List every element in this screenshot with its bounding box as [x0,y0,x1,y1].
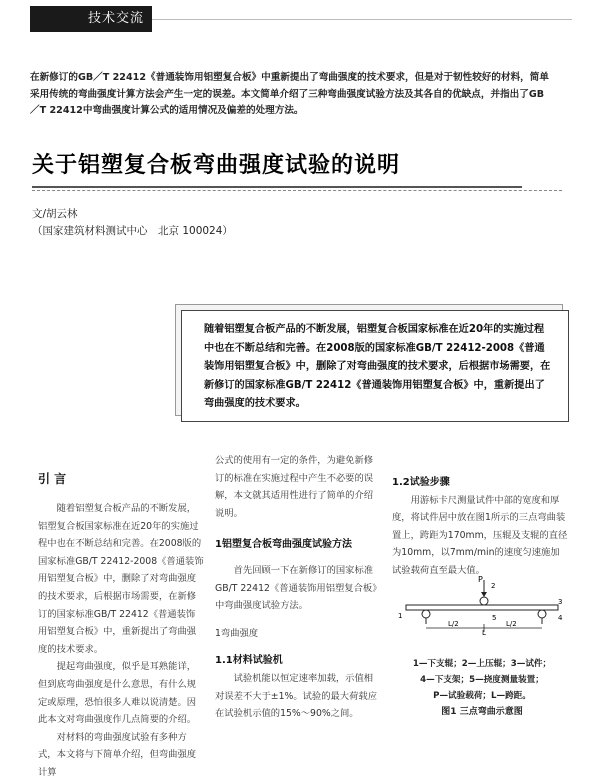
label-1: 1 [398,612,403,620]
abstract: 在新修订的GB／T 22412《普通装饰用铝塑复合板》中重新提出了弯曲强度的技术要求，但是对于韧性较好的材料，简单采用传统的弯曲强度计算方法会产生一定的误差。本文简单介绍了三种弯曲强度试验方法及其各自的优缺点，并指出了GB／T 22412中弯曲强度计算公式的适用情况及偏差的处理方法。 [30,72,549,116]
col2-paragraph-2: 首先回顾一下在新修订的国家标准GB/T 22412《普通装饰用铝塑复合板》中弯曲强度试验方法。 [215,564,377,612]
column-2 [215,452,381,723]
title-rule [32,186,522,188]
column-3 [392,474,568,580]
section-tag: 技术交流 [30,6,152,32]
label-2: 2 [491,582,496,590]
three-point-bending-diagram [396,574,568,636]
caption-line-3: P—试验载荷；L—跨距。 [433,691,531,701]
dim-span: L [482,629,486,636]
col3-paragraph-1: 用游标卡尺测量试件中部的宽度和厚度，将试件居中放在图1所示的三点弯曲装置上，跨距为170mm，压辊及支辊的直径为10mm，以7mm/min的速度匀速施加试验载荷直至最大值。 [392,494,568,576]
title-rule-dashed [32,190,562,192]
specimen [406,605,558,610]
article-title: 关于铝塑复合板弯曲强度试验的说明 [32,153,401,178]
column-1 [38,500,204,782]
load-arrow-head [481,592,487,597]
section-heading-1: 1铝塑复合板弯曲强度试验方法 [215,539,352,551]
upper-roller [480,597,488,605]
intro-box-text: 随着铝塑复合板产品的不断发展，铝塑复合板国家标准在近20年的实施过程中也在不断总结和完善。在2008版的国家标准GB/T 22412-2008《普通装饰用铝塑复合板》中，删除了对弯曲强度的技术要求，后根据市场需要，在新修订的国家标准GB/T 22412《普通装饰用铝塑复合板》中，重新提出了弯曲强度的技术要求。 [204,324,551,410]
subheading-testing-machine: 1.1材料试验机 [215,655,283,667]
affiliation: （国家建筑材料测试中心 北京 100024） [32,225,233,237]
header-rule [152,19,572,20]
col2-paragraph-1: 公式的使用有一定的条件，为避免新修订的标准在实施过程中产生不必要的误解，本文就其适用性进行了简单的介绍说明。 [215,455,374,519]
col2-paragraph-3: 试验机能以恒定速率加载，示值相对误差不大于±1%。试验的最大荷载应在试验机示值的15%～90%之间。 [215,672,377,720]
col1-paragraph-1: 随着铝塑复合板产品的不断发展，铝塑复合板国家标准在近20年的实施过程中也在不断总结和完善。在2008版的国家标准GB/T 22412-2008《普通装饰用铝塑复合板》中，删除了对弯曲强度的技术要求，后根据市场需要，在新修订的国家标准GB/T 22412《普通装饰用铝塑复合板》中，重新提出了弯曲强度的技术要求。 [38,503,204,655]
dim-half-left: L/2 [448,620,459,628]
col1-paragraph-2: 提起弯曲强度，似乎是耳熟能详，但到底弯曲强度是什么意思，有什么规定或原理，恐怕很多人难以说清楚。因此本文对弯曲强度作几点简要的介绍。 [38,661,197,726]
figure-caption [396,656,568,720]
intro-box [181,310,569,422]
figure-title: 图1 三点弯曲示意图 [441,707,523,717]
label-4: 4 [558,614,563,622]
label-3: 3 [558,598,563,606]
subheading-bending-strength: 1弯曲强度 [215,627,259,639]
subheading-test-steps: 1.2试验步骤 [392,477,450,488]
lower-roller-left [422,610,430,618]
dim-half-right: L/2 [506,620,517,628]
caption-line-1: 1—下支辊；2—上压辊；3—试件； [412,659,552,669]
caption-line-2: 4—下支架；5—挠度测量装置； [420,675,544,685]
col1-paragraph-3: 对材料的弯曲强度试验有多种方式，本文将与下简单介绍，但弯曲强度计算 [38,731,197,778]
load-label: P [478,575,483,584]
lower-roller-right [538,610,546,618]
author: 文/胡云林 [32,208,78,220]
intro-heading: 引 言 [38,472,67,486]
label-5: 5 [492,614,497,622]
